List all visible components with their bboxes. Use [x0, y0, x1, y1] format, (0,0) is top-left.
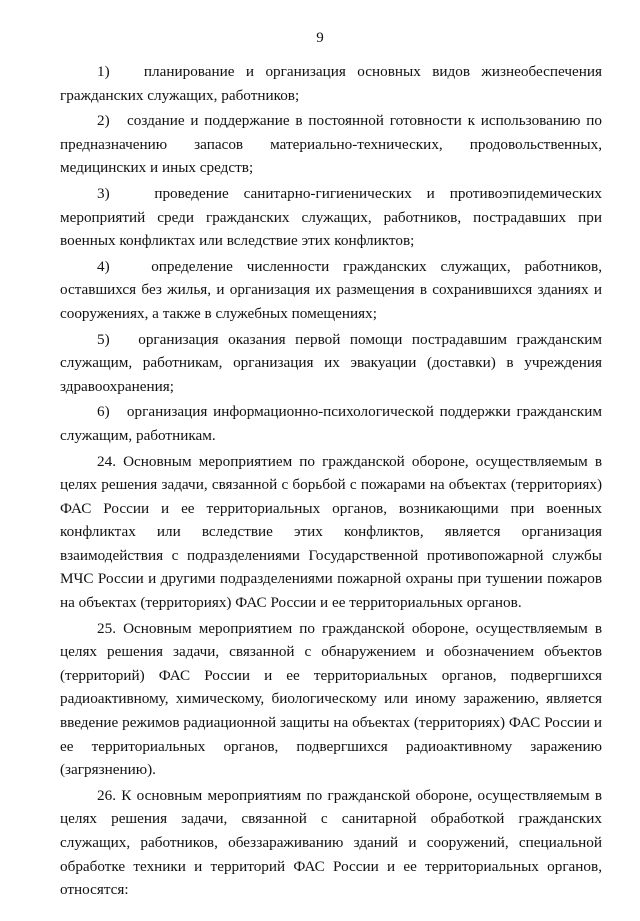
list-item-5: 5) организация оказания первой помощи пострадавшим гражданским служащим, работникам, организация их эвакуации (доставки) в учреждения здравоохранения;	[60, 330, 602, 395]
clause-26: 26. К основным мероприятиям по гражданской обороне, осуществляемым в целях решения задачи, связанной с санитарной обработкой гражданских служащих, работников, обеззараживанию зданий и сооружений, специальной обработке техники и территорий ФАС России и ее территориальных органов, относятся:	[60, 786, 602, 899]
document-body	[60, 60, 602, 904]
list-item-4: 4) определение численности гражданских служащих, работников, оставшихся без жилья, и организация их размещения в сохранившихся зданиях и сооружениях, а также в служебных помещениях;	[60, 257, 602, 322]
clause-25: 25. Основным мероприятием по гражданской обороне, осуществляемым в целях решения задачи, связанной с обнаружением и обозначением объектов (территорий) ФАС России и ее территориальных органов, подвергшихся радиоактивному, химическому, биологическому или иному заражению, является введение режимов радиационной защиты на объектах (территориях) ФАС России и ее территориальных органов, подвергшихся радиоактивному заражению (загрязнению).	[60, 619, 602, 779]
list-item-1: 1) планирование и организация основных видов жизнеобеспечения гражданских служащих, работников;	[60, 63, 602, 104]
list-item-2: 2) создание и поддержание в постоянной готовности к использованию по предназначению запасов материально-технических, продовольственных, медицинских и иных средств;	[60, 112, 602, 177]
list-item-6: 6) организация информационно-психологической поддержки гражданским служащим, работникам.	[60, 403, 602, 444]
page-number: 9	[316, 30, 324, 46]
clause-24: 24. Основным мероприятием по гражданской обороне, осуществляемым в целях решения задачи, связанной с борьбой с пожарами на объектах (территориях) ФАС России и ее территориальных органов, возникающими при военных конфликтах или вследствие этих конфликтов, является организация взаимодействия с подразделениями Государственной противопожарной службы МЧС России и другими подразделениями пожарной охраны при тушении пожаров на объектах (территориях) ФАС России и ее территориальных органов.	[60, 452, 602, 612]
list-item-3: 3) проведение санитарно-гигиенических и противоэпидемических мероприятий среди гражданских служащих, работников, пострадавших при военных конфликтах или вследствие этих конфликтов;	[60, 184, 602, 250]
